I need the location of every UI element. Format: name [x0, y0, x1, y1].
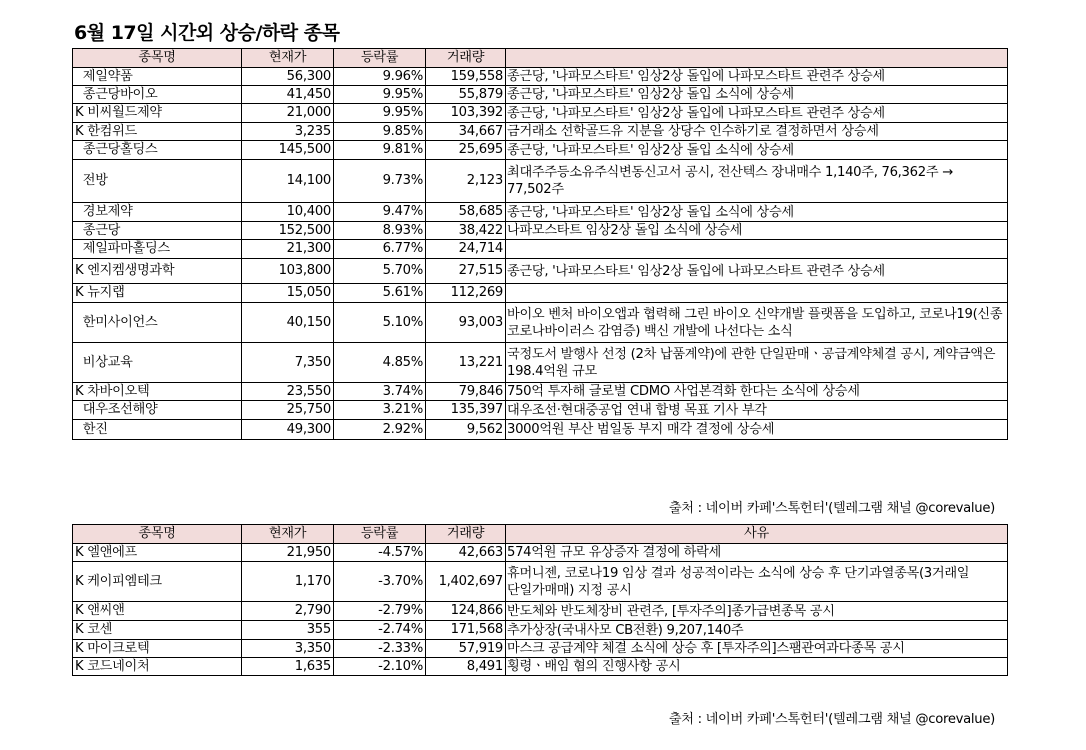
header-change: 등락률 — [334, 49, 426, 68]
stock-price: 103,800 — [242, 259, 334, 284]
table-row — [73, 343, 1008, 383]
stock-reason: 종근당, '나파모스타트' 임상2상 돌입 소식에 상승세 — [506, 203, 1008, 222]
stock-name: 경보제약 — [73, 203, 242, 222]
stock-reason: 종근당, '나파모스타트' 임상2상 돌입에 나파모스타트 관련주 상승세 — [506, 68, 1008, 86]
source-note: 출처 : 네이버 카페'스톡헌터'(텔레그램 채널 @corevalue) — [668, 712, 995, 727]
stock-price: 25,750 — [242, 401, 334, 420]
stock-reason: 종근당, '나파모스타트' 임상2상 돌입 소식에 상승세 — [506, 86, 1008, 104]
stock-volume: 93,003 — [426, 303, 506, 343]
stock-volume: 57,919 — [426, 640, 506, 658]
stock-name: K 차바이오텍 — [73, 383, 242, 401]
stock-name: K 앤씨앤 — [73, 602, 242, 621]
stock-volume: 27,515 — [426, 259, 506, 284]
stock-name: 한미사이언스 — [73, 303, 242, 343]
rising-stocks-table — [72, 48, 1008, 440]
table-row — [73, 544, 1008, 562]
stock-name: 제일약품 — [73, 68, 242, 86]
stock-volume: 112,269 — [426, 284, 506, 303]
stock-name: K 코센 — [73, 621, 242, 640]
stock-reason: 최대주주등소유주식변동신고서 공시, 전산텍스 장내매수 1,140주, 76,362주 → 77,502주 — [506, 160, 1008, 203]
stock-reason: 휴머니젠, 코로나19 임상 결과 성공적이라는 소식에 상승 후 단기과열종목(3거래일 단일가매매) 지정 공시 — [506, 562, 1008, 602]
stock-name: 한진 — [73, 420, 242, 440]
stock-volume: 171,568 — [426, 621, 506, 640]
table-row — [73, 259, 1008, 284]
stock-price: 3,350 — [242, 640, 334, 658]
stock-name: 종근당바이오 — [73, 86, 242, 104]
stock-reason: 대우조선·현대중공업 연내 합병 목표 기사 부각 — [506, 401, 1008, 420]
table-row — [73, 420, 1008, 440]
stock-price: 3,235 — [242, 123, 334, 141]
stock-volume: 159,558 — [426, 68, 506, 86]
stock-price: 10,400 — [242, 203, 334, 222]
stock-price: 56,300 — [242, 68, 334, 86]
stock-change: 9.95% — [334, 86, 426, 104]
table-header-row — [73, 525, 1008, 544]
stock-volume: 9,562 — [426, 420, 506, 440]
header-volume: 거래량 — [426, 49, 506, 68]
stock-name: 대우조선해양 — [73, 401, 242, 420]
stock-change: -4.57% — [334, 544, 426, 562]
stock-price: 14,100 — [242, 160, 334, 203]
table-row — [73, 284, 1008, 303]
stock-price: 21,000 — [242, 104, 334, 123]
table-row — [73, 640, 1008, 658]
stock-change: 9.47% — [334, 203, 426, 222]
stock-reason — [506, 284, 1008, 303]
stock-change: -2.74% — [334, 621, 426, 640]
stock-change: 9.96% — [334, 68, 426, 86]
table-row — [73, 602, 1008, 621]
stock-price: 145,500 — [242, 141, 334, 160]
table-row — [73, 562, 1008, 602]
stock-name: K 비씨월드제약 — [73, 104, 242, 123]
stock-change: 5.10% — [334, 303, 426, 343]
stock-name: K 엔지켐생명과학 — [73, 259, 242, 284]
table-row — [73, 68, 1008, 86]
stock-price: 21,950 — [242, 544, 334, 562]
stock-price: 40,150 — [242, 303, 334, 343]
stock-change: 6.77% — [334, 240, 426, 259]
stock-price: 41,450 — [242, 86, 334, 104]
stock-volume: 2,123 — [426, 160, 506, 203]
stock-price: 21,300 — [242, 240, 334, 259]
stock-volume: 38,422 — [426, 222, 506, 240]
header-price: 현재가 — [242, 49, 334, 68]
stock-change: 9.81% — [334, 141, 426, 160]
stock-volume: 135,397 — [426, 401, 506, 420]
header-volume: 거래량 — [426, 525, 506, 544]
stock-reason: 반도체와 반도체장비 관련주, [투자주의]종가급변종목 공시 — [506, 602, 1008, 621]
page-title: 6월 17일 시간외 상승/하락 종목 — [74, 22, 340, 44]
stock-name: K 한컴위드 — [73, 123, 242, 141]
stock-change: 8.93% — [334, 222, 426, 240]
stock-reason: 마스크 공급계약 체결 소식에 상승 후 [투자주의]스팸관여과다종목 공시 — [506, 640, 1008, 658]
stock-change: -2.79% — [334, 602, 426, 621]
stock-reason: 종근당, '나파모스타트' 임상2상 돌입에 나파모스타트 관련주 상승세 — [506, 259, 1008, 284]
stock-price: 2,790 — [242, 602, 334, 621]
stock-reason: 금거래소 선학골드유 지분을 상당수 인수하기로 결정하면서 상승세 — [506, 123, 1008, 141]
stock-volume: 55,879 — [426, 86, 506, 104]
stock-reason: 종근당, '나파모스타트' 임상2상 돌입 소식에 상승세 — [506, 141, 1008, 160]
stock-name: K 엘앤에프 — [73, 544, 242, 562]
table-row — [73, 104, 1008, 123]
stock-name: K 뉴지랩 — [73, 284, 242, 303]
table-row — [73, 303, 1008, 343]
stock-change: 3.21% — [334, 401, 426, 420]
stock-change: 5.61% — [334, 284, 426, 303]
header-reason — [506, 49, 1008, 68]
stock-name: 종근당홀딩스 — [73, 141, 242, 160]
stock-volume: 34,667 — [426, 123, 506, 141]
stock-volume: 124,866 — [426, 602, 506, 621]
table-row — [73, 621, 1008, 640]
stock-change: 9.95% — [334, 104, 426, 123]
stock-price: 1,170 — [242, 562, 334, 602]
stock-reason: 추가상장(국내사모 CB전환) 9,207,140주 — [506, 621, 1008, 640]
stock-volume: 13,221 — [426, 343, 506, 383]
table-row — [73, 86, 1008, 104]
table-row — [73, 240, 1008, 259]
stock-price: 152,500 — [242, 222, 334, 240]
stock-reason: 3000억원 부산 범일동 부지 매각 결정에 상승세 — [506, 420, 1008, 440]
stock-price: 355 — [242, 621, 334, 640]
stock-reason: 나파모스타트 임상2상 돌입 소식에 상승세 — [506, 222, 1008, 240]
table-row — [73, 123, 1008, 141]
stock-volume: 79,846 — [426, 383, 506, 401]
stock-reason: 574억원 규모 유상증자 결정에 하락세 — [506, 544, 1008, 562]
header-change: 등락률 — [334, 525, 426, 544]
header-name: 종목명 — [73, 49, 242, 68]
stock-reason: 바이오 벤처 바이오앱과 협력해 그린 바이오 신약개발 플랫폼을 도입하고, 코로나19(신종 코로나바이러스 감염증) 백신 개발에 나선다는 소식 — [506, 303, 1008, 343]
stock-name: 비상교육 — [73, 343, 242, 383]
table-row — [73, 401, 1008, 420]
stock-change: 9.73% — [334, 160, 426, 203]
stock-reason: 종근당, '나파모스타트' 임상2상 돌입에 나파모스타트 관련주 상승세 — [506, 104, 1008, 123]
stock-change: 5.70% — [334, 259, 426, 284]
stock-name: K 마이크로텍 — [73, 640, 242, 658]
stock-change: 2.92% — [334, 420, 426, 440]
stock-name: 전방 — [73, 160, 242, 203]
source-note: 출처 : 네이버 카페'스톡헌터'(텔레그램 채널 @corevalue) — [668, 501, 995, 516]
stock-price: 15,050 — [242, 284, 334, 303]
falling-stocks-table — [72, 524, 1008, 676]
header-price: 현재가 — [242, 525, 334, 544]
stock-volume: 24,714 — [426, 240, 506, 259]
stock-change: 3.74% — [334, 383, 426, 401]
stock-change: -3.70% — [334, 562, 426, 602]
stock-volume: 25,695 — [426, 141, 506, 160]
stock-change: 9.85% — [334, 123, 426, 141]
stock-reason — [506, 240, 1008, 259]
table-row — [73, 658, 1008, 676]
stock-price: 23,550 — [242, 383, 334, 401]
stock-volume: 42,663 — [426, 544, 506, 562]
stock-reason: 국정도서 발행사 선정 (2차 납품계약)에 관한 단일판매ㆍ공급계약체결 공시, 계약금액은 198.4억원 규모 — [506, 343, 1008, 383]
stock-price: 7,350 — [242, 343, 334, 383]
stock-volume: 8,491 — [426, 658, 506, 676]
stock-volume: 1,402,697 — [426, 562, 506, 602]
stock-name: 종근당 — [73, 222, 242, 240]
table-row — [73, 141, 1008, 160]
table-row — [73, 160, 1008, 203]
stock-volume: 103,392 — [426, 104, 506, 123]
stock-change: 4.85% — [334, 343, 426, 383]
header-reason: 사유 — [506, 525, 1008, 544]
stock-reason: 750억 투자해 글로벌 CDMO 사업본격화 한다는 소식에 상승세 — [506, 383, 1008, 401]
stock-name: K 코드네이처 — [73, 658, 242, 676]
stock-price: 1,635 — [242, 658, 334, 676]
header-name: 종목명 — [73, 525, 242, 544]
stock-price: 49,300 — [242, 420, 334, 440]
stock-reason: 횡령ㆍ배임 혐의 진행사항 공시 — [506, 658, 1008, 676]
stock-change: -2.10% — [334, 658, 426, 676]
stock-name: K 케이피엠테크 — [73, 562, 242, 602]
table-row — [73, 383, 1008, 401]
stock-name: 제일파마홀딩스 — [73, 240, 242, 259]
table-header-row — [73, 49, 1008, 68]
stock-volume: 58,685 — [426, 203, 506, 222]
table-row — [73, 203, 1008, 222]
table-row — [73, 222, 1008, 240]
stock-change: -2.33% — [334, 640, 426, 658]
